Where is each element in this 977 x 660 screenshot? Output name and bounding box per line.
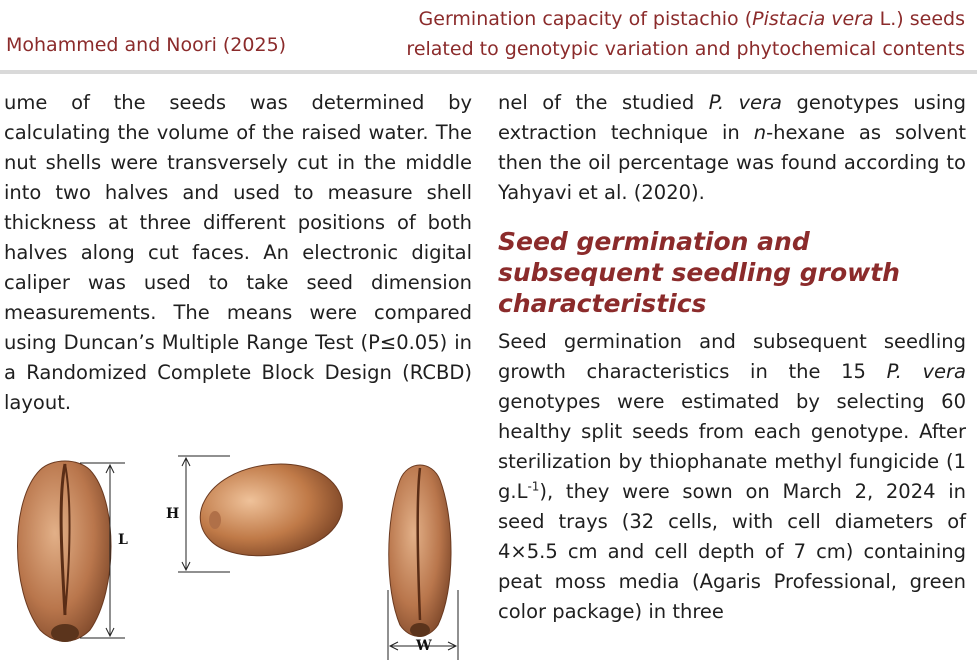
- section-heading: Seed germination and subsequent seedling growth characteristics: [498, 227, 900, 318]
- header-divider: [0, 70, 977, 74]
- left-column: [4, 88, 472, 418]
- p1-species: P. vera: [708, 91, 783, 114]
- p1-text-a: nel of the studied: [498, 91, 709, 114]
- running-head-title: [325, 4, 965, 64]
- p1-text-c: -hexane as solvent then the oil percentage was found according to Yahyavi et al. (2020).: [498, 121, 966, 204]
- right-paragraph-2: [498, 327, 966, 627]
- p1-solvent: n: [753, 121, 767, 144]
- seed-narrow-view: [389, 465, 451, 637]
- width-label: W: [416, 638, 432, 654]
- p2-text-b: genotypes were estimated by selecting 60 healthy split seeds from each genotype. After sterilization by thiophanate methyl fungicide (1 g.L: [498, 390, 966, 503]
- running-head-authors: Mohammed and Noori (2025): [6, 34, 287, 56]
- seed-front-view: [18, 461, 112, 642]
- height-label: H: [166, 506, 180, 522]
- right-paragraph-1: [498, 88, 966, 208]
- p2-superscript: -1: [527, 479, 540, 494]
- title-line1-post: L.) seeds: [873, 8, 965, 30]
- p2-text-a: Seed germination and subsequent seedling growth characteristics in the 15: [498, 330, 966, 383]
- page-header: [0, 0, 977, 70]
- length-label: L: [118, 532, 128, 548]
- p2-species: P. vera: [886, 360, 966, 383]
- title-species: Pistacia vera: [752, 8, 874, 30]
- seed-illustration: [0, 440, 480, 660]
- p2-text-c: ), they were sown on March 2, 2024 in seed trays (32 cells, with cell diameters of 4×5.5 cm and cell depth of 7 cm) containing peat moss media (Agaris Professional, green color package) in three: [498, 480, 966, 623]
- seed-dimension-figure: [0, 440, 480, 660]
- title-line2: related to genotypic variation and phytochemical contents: [406, 38, 965, 60]
- seed-side-view: [200, 464, 342, 556]
- title-line1-pre: Germination capacity of pistachio (: [418, 8, 753, 30]
- p1-text-b: genotypes using extraction technique in: [498, 91, 966, 144]
- right-column: [498, 88, 966, 627]
- left-paragraph: ume of the seeds was determined by calculating the volume of the raised water. The nut shells were transversely cut in the middle into two halves and used to measure shell thickness at three different positions of both halves along cut faces. An electronic digital caliper was used to take seed dimension measurements. The means were compared using Duncan’s Multiple Range Test (P≤0.05) in a Randomized Complete Block Design (RCBD) layout.: [4, 91, 472, 414]
